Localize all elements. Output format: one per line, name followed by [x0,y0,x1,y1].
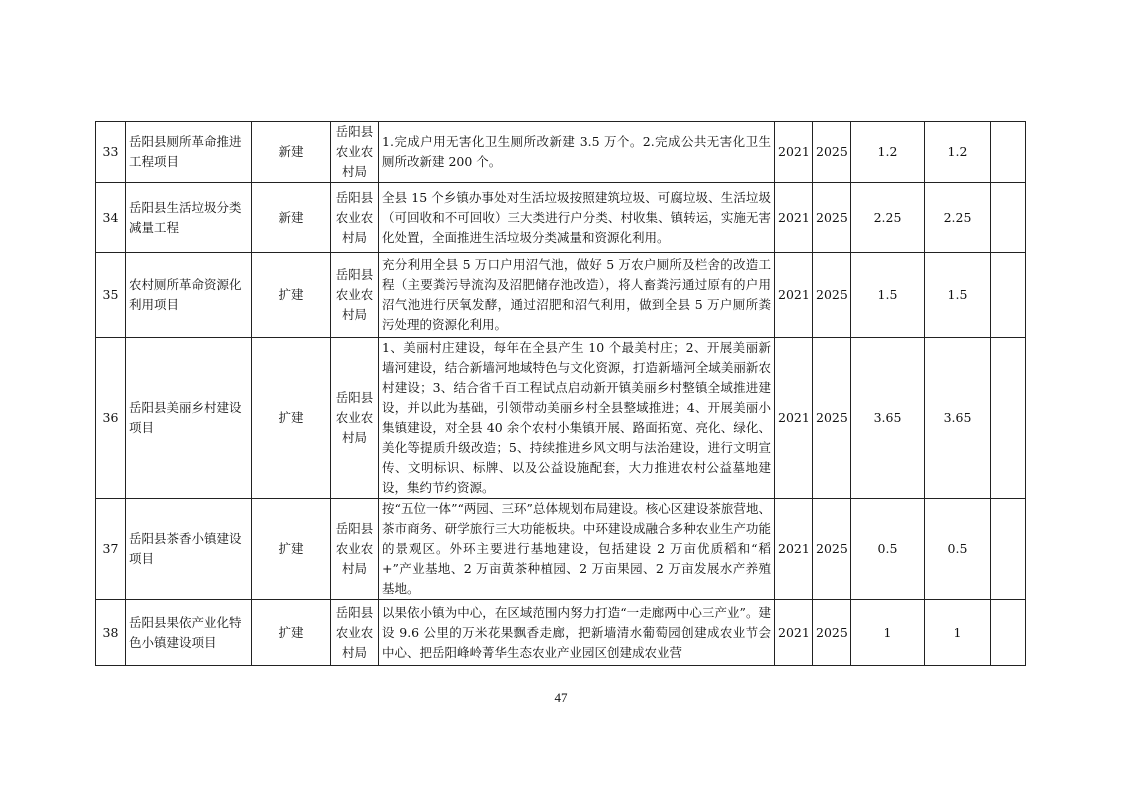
row-number: 34 [96,183,126,253]
project-content: 充分利用全县 5 万口户用沼气池，做好 5 万农户厕所及栏舍的改造工程（主要粪污导流沟及沼肥储存池改造），将人畜粪污通过原有的户用沼气池进行厌氧发酵，通过沼肥和沼气利用，做到全县 5 万户厕所粪污处理的资源化利用。 [379,253,775,338]
project-name: 岳阳县生活垃圾分类减量工程 [126,183,252,253]
project-content: 以果依小镇为中心，在区域范围内努力打造“一走廊两中心三产业”。建设 9.6 公里的万米花果飘香走廊，把新墙清水葡萄园创建成农业节会中心、把岳阳峰岭菁华生态农业产业园区创建成农业营 [379,600,775,666]
row-number: 37 [96,499,126,600]
end-year: 2025 [813,499,851,600]
construction-type: 新建 [252,122,331,183]
end-year: 2025 [813,122,851,183]
construction-type: 扩建 [252,338,331,499]
project-name: 岳阳县美丽乡村建设项目 [126,338,252,499]
project-name: 岳阳县果依产业化特色小镇建设项目 [126,600,252,666]
note-cell [991,253,1026,338]
responsible-department: 岳阳县农业农村局 [331,253,379,338]
table-row [96,183,1026,253]
planned-investment: 2.25 [925,183,991,253]
table-body [96,122,1026,666]
table-row [96,338,1026,499]
note-cell [991,499,1026,600]
page-number: 47 [554,690,568,705]
construction-type: 新建 [252,183,331,253]
project-content: 1、美丽村庄建设，每年在全县产生 10 个最美村庄；2、开展美丽新墙河建设，结合新墙河地域特色与文化资源，打造新墙河全域美丽新农村建设；3、结合省千百工程试点启动新开镇美丽乡村整镇全域推进建设，并以此为基础，引领带动美丽乡村全县整域推进；4、开展美丽小集镇建设，对全县 40 余个农村小集镇开展、路面拓宽、亮化、绿化、美化等提质升级改造；5、持续推进乡风文明与法治建设，进行文明宣传、文明标识、标牌、以及公益设施配套，大力推进农村公益墓地建设，集约节约资源。 [379,338,775,499]
project-table [95,121,1026,666]
note-cell [991,122,1026,183]
total-investment: 3.65 [851,338,925,499]
start-year: 2021 [775,183,813,253]
total-investment: 2.25 [851,183,925,253]
table-row [96,253,1026,338]
project-content: 按“五位一体”“两园、三环”总体规划布局建设。核心区建设茶旅营地、茶市商务、研学旅行三大功能板块。中环建设成融合多种农业生产功能的景观区。外环主要进行基地建设，包括建设 2 万亩优质稻和“稻+”产业基地、2 万亩黄茶种植园、2 万亩果园、2 万亩发展水产养殖基地。 [379,499,775,600]
row-number: 33 [96,122,126,183]
total-investment: 1.5 [851,253,925,338]
construction-type: 扩建 [252,499,331,600]
total-investment: 1 [851,600,925,666]
planned-investment: 1 [925,600,991,666]
project-name: 农村厕所革命资源化利用项目 [126,253,252,338]
planned-investment: 0.5 [925,499,991,600]
start-year: 2021 [775,253,813,338]
row-number: 38 [96,600,126,666]
table-row [96,600,1026,666]
end-year: 2025 [813,600,851,666]
project-name: 岳阳县厕所革命推进工程项目 [126,122,252,183]
row-number: 35 [96,253,126,338]
end-year: 2025 [813,338,851,499]
responsible-department: 岳阳县农业农村局 [331,600,379,666]
note-cell [991,600,1026,666]
planned-investment: 1.2 [925,122,991,183]
start-year: 2021 [775,122,813,183]
total-investment: 1.2 [851,122,925,183]
project-content: 全县 15 个乡镇办事处对生活垃圾按照建筑垃圾、可腐垃圾、生活垃圾（可回收和不可回收）三大类进行户分类、村收集、镇转运，实施无害化处置，全面推进生活垃圾分类减量和资源化利用。 [379,183,775,253]
end-year: 2025 [813,183,851,253]
table-row [96,122,1026,183]
table-row [96,499,1026,600]
start-year: 2021 [775,338,813,499]
construction-type: 扩建 [252,600,331,666]
construction-type: 扩建 [252,253,331,338]
responsible-department: 岳阳县农业农村局 [331,499,379,600]
note-cell [991,183,1026,253]
planned-investment: 1.5 [925,253,991,338]
start-year: 2021 [775,499,813,600]
row-number: 36 [96,338,126,499]
end-year: 2025 [813,253,851,338]
total-investment: 0.5 [851,499,925,600]
start-year: 2021 [775,600,813,666]
project-name: 岳阳县茶香小镇建设项目 [126,499,252,600]
project-content: 1.完成户用无害化卫生厕所改新建 3.5 万个。2.完成公共无害化卫生厕所改新建 200 个。 [379,122,775,183]
responsible-department: 岳阳县农业农村局 [331,338,379,499]
planned-investment: 3.65 [925,338,991,499]
responsible-department: 岳阳县农业农村局 [331,122,379,183]
note-cell [991,338,1026,499]
responsible-department: 岳阳县农业农村局 [331,183,379,253]
